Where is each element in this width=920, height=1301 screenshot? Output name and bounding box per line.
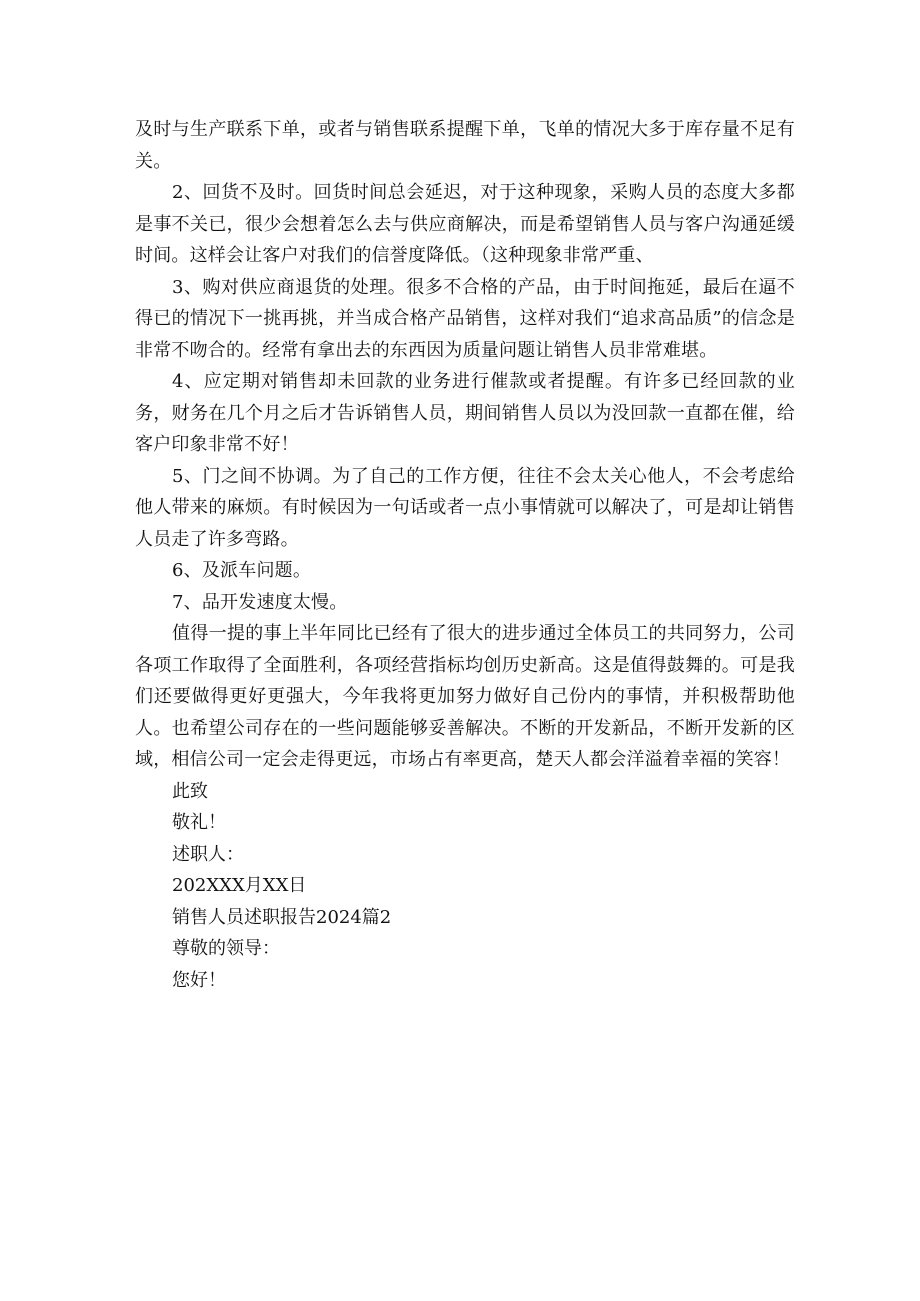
paragraph-item-3: 3、购对供应商退货的处理。很多不合格的产品，由于时间拖延，最后在逼不得已的情况下一挑再挑，并当成合格产品销售，这样对我们“追求高品质”的信念是非常不吻合的。经常有拿出去的东西因为质量问题让销售人员非常难堪。 <box>135 276 795 361</box>
paragraph-continued: 及时与生产联系下单，或者与销售联系提醒下单，飞单的情况大多于库存量不足有关。 <box>135 119 795 172</box>
addressee: 尊敬的领导： <box>172 938 280 959</box>
paragraph-item-7: 7、品开发速度太慢。 <box>172 591 348 613</box>
document-page <box>135 114 795 996</box>
signer-label: 述职人： <box>172 843 244 865</box>
paragraph-item-6: 6、及派车问题。 <box>172 560 312 581</box>
paragraph-summary: 值得一提的事上半年同比已经有了很大的进步通过全体员工的共同努力，公司各项工作取得了全面胜利，各项经营指标均创历史新高。这是值得鼓舞的。可是我们还要做得更好更强大，今年我将更加努力做好自己份内的事情，并积极帮助他人。也希望公司存在的一些问题能够妥善解决。不断的开发新品，不断开发新的区域，相信公司一定会走得更远，市场占有率更高，楚天人都会洋溢着幸福的笑容！ <box>135 623 795 770</box>
greeting: 您好！ <box>172 969 226 991</box>
section-title: 销售人员述职报告2024篇2 <box>172 906 392 928</box>
paragraph-item-4: 4、应定期对销售却未回款的业务进行催款或者提醒。有许多已经回款的业务，财务在几个月之后才告诉销售人员，期间销售人员以为没回款一直都在催，给客户印象非常不好！ <box>135 371 795 455</box>
paragraph-item-2: 2、回货不及时。回货时间总会延迟，对于这种现象，采购人员的态度大多都是事不关已，很少会想着怎么去与供应商解决，而是希望销售人员与客户沟通延缓时间。这样会让客户对我们的信誉度降低。（这种现象非常严重、 <box>135 182 795 266</box>
closing-respect: 敬礼！ <box>172 812 226 833</box>
report-date: 202XXX月XX日 <box>172 875 307 896</box>
closing-salutation: 此致 <box>172 780 208 802</box>
paragraph-item-5: 5、门之间不协调。为了自己的工作方便，往往不会太关心他人，不会考虑给他人带来的麻烦。有时候因为一句话或者一点小事情就可以解决了，可是却让销售人员走了许多弯路。 <box>135 465 795 550</box>
